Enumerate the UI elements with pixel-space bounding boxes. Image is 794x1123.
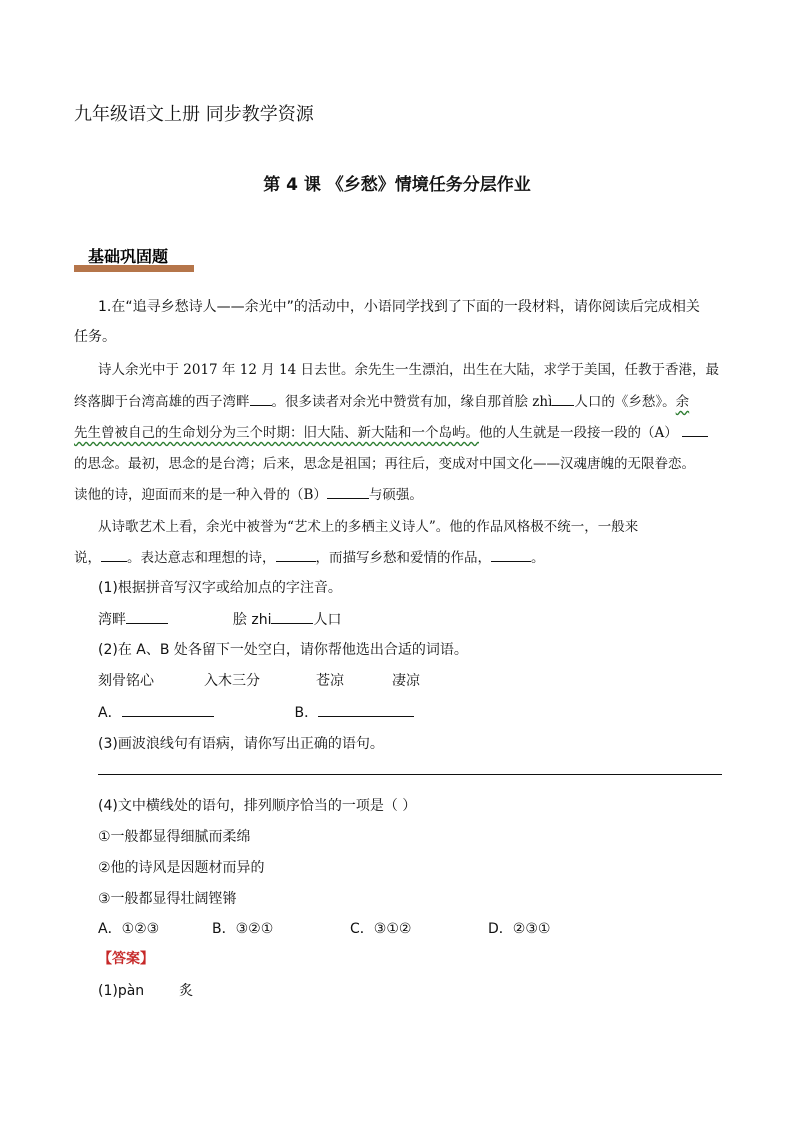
passage-line-2 (74, 390, 689, 410)
blank-4 (276, 547, 316, 562)
item-text: 脍 zhi (232, 612, 272, 628)
blank-a (682, 422, 708, 437)
question-intro-line1: 1.在“追寻乡愁诗人——余光中”的活动中，小语同学找到了下面的一段材料，请你阅读后完成相关 (98, 299, 700, 315)
item-text: 湾畔 (98, 612, 126, 628)
passage-line-6: 从诗歌艺术上看，余光中被誉为“艺术上的多栖主义诗人”。他的作品风格极不统一，一般来 (98, 519, 639, 535)
blank-3 (101, 547, 127, 562)
slot-label-a: A． (98, 705, 122, 721)
wavy-sentence: 先生曾被自己的生命划分为三个时期：旧大陆、新大陆和一个岛屿。 (74, 425, 479, 441)
choice-d[interactable]: D．②③① (488, 921, 551, 937)
wavy-sentence: 余 (675, 394, 690, 410)
answer-slots-ab (98, 702, 414, 722)
sub-question-1-prompt: (1)根据拼音写汉字或给加点的字注音。 (98, 580, 342, 596)
passage-text: 说， (74, 550, 101, 566)
answer-label: 【答案】 (98, 951, 154, 967)
section-label: 基础巩固题 (88, 247, 169, 266)
section-heading (74, 244, 194, 274)
choice-b[interactable]: B．③②① (212, 921, 274, 937)
blank-2 (552, 391, 574, 406)
document-header: 九年级语文上册 同步教学资源 (74, 104, 314, 125)
sub-question-3-prompt: (3)画波浪线句有语病，请你写出正确的语句。 (98, 736, 384, 752)
passage-line-1: 诗人余光中于 2017 年 12 月 14 日去世。余先生一生漂泊，出生在大陆，求学于美国，任教于香港，最 (98, 362, 719, 378)
statement-1: ①一般都显得细腻而柔绵 (98, 829, 251, 845)
passage-line-3 (74, 421, 708, 441)
answer-line-1 (98, 980, 193, 1000)
passage-text: ，而描写乡愁和爱情的作品， (315, 550, 491, 566)
passage-text: 终落脚于台湾高雄的西子湾畔 (74, 394, 250, 410)
writing-line[interactable] (98, 774, 722, 775)
slot-label-b: B． (294, 705, 319, 721)
passage-text: 他的人生就是一段接一段的（A） (479, 425, 678, 441)
blank-1 (250, 391, 272, 406)
item-text: 人口 (313, 612, 342, 628)
question-intro-line2: 任务。 (74, 329, 116, 345)
choice-a[interactable]: A．①②③ (98, 921, 160, 937)
lesson-title: 第 4 课 《乡愁》情境任务分层作业 (263, 175, 531, 195)
passage-line-5 (74, 483, 423, 503)
answer-text: (1)pàn (98, 983, 145, 999)
passage-text: 读他的诗，迎面而来的是一种入骨的（B） (74, 487, 327, 503)
word-option: 苍凉 (316, 673, 344, 689)
answer-blank-a[interactable] (122, 702, 214, 717)
blank-5 (491, 547, 531, 562)
passage-line-7 (74, 546, 545, 566)
sub-question-2-prompt: (2)在 A、B 处各留下一处空白，请你帮他选出合适的词语。 (98, 642, 468, 658)
sub-question-4-prompt: (4)文中横线处的语句，排列顺序恰当的一项是（ ） (98, 798, 417, 814)
passage-text: 。很多读者对余光中赞赏有加，缘自那首脍 zhì (271, 394, 553, 410)
choice-row (98, 918, 578, 938)
word-option: 凄凉 (392, 673, 420, 689)
answer-blank-b[interactable] (318, 702, 414, 717)
statement-2: ②他的诗风是因题材而异的 (98, 860, 265, 876)
answer-blank[interactable] (271, 609, 313, 624)
sub-question-1-items (98, 609, 341, 629)
answer-text: 炙 (179, 983, 194, 999)
passage-text: 与硕强。 (368, 487, 423, 503)
passage-text: 。表达意志和理想的诗， (127, 550, 276, 566)
passage-text: 人口的《乡愁》。 (574, 394, 676, 410)
passage-text: 。 (531, 550, 545, 566)
blank-b (327, 484, 369, 499)
answer-blank[interactable] (126, 609, 168, 624)
word-option: 刻骨铭心 (98, 673, 154, 689)
choice-c[interactable]: C．③①② (350, 921, 412, 937)
word-option: 入木三分 (204, 673, 260, 689)
statement-3: ③一般都显得壮阔铿锵 (98, 891, 237, 907)
passage-line-4: 的思念。最初，思念的是台湾；后来，思念是祖国；再往后，变成对中国文化——汉魂唐魄的无限眷恋。 (74, 456, 695, 472)
